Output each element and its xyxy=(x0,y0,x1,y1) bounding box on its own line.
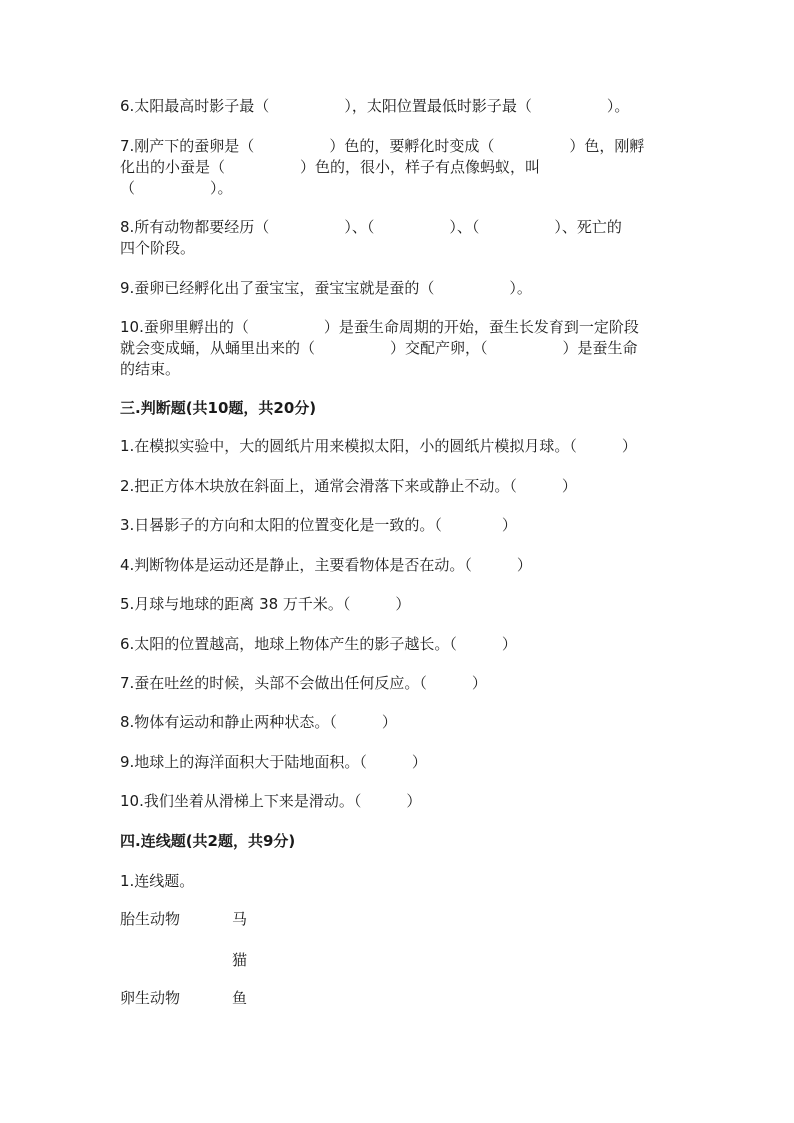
tf-item-6: 6.太阳的位置越高，地球上物体产生的影子越长。（ ） xyxy=(120,635,517,653)
match-right-cat: 猫 xyxy=(232,951,248,969)
match-right-fish: 鱼 xyxy=(232,989,248,1007)
q8-line-1: 8.所有动物都要经历（ ）、（ ）、（ ）、死亡的 xyxy=(120,218,622,236)
tf-item-3: 3.日晷影子的方向和太阳的位置变化是一致的。（ ） xyxy=(120,516,517,534)
q6-line-1: 6.太阳最高时影子最（ ），太阳位置最低时影子最（ ）。 xyxy=(120,97,630,115)
match-left-viviparous: 胎生动物 xyxy=(120,910,181,928)
section4-heading: 四.连线题(共2题，共9分) xyxy=(120,832,296,850)
q10-line-1: 10.蚕卵里孵出的（ ）是蚕生命周期的开始，蚕生长发育到一定阶段 xyxy=(120,318,639,336)
tf-item-2: 2.把正方体木块放在斜面上，通常会滑落下来或静止不动。（ ） xyxy=(120,477,577,495)
section3-heading: 三.判断题(共10题，共20分) xyxy=(120,399,317,417)
match-left-oviparous: 卵生动物 xyxy=(120,989,181,1007)
tf-item-8: 8.物体有运动和静止两种状态。（ ） xyxy=(120,713,397,731)
q7-line-1: 7.刚产下的蚕卵是（ ）色的，要孵化时变成（ ）色，刚孵 xyxy=(120,137,645,155)
q8-line-2: 四个阶段。 xyxy=(120,239,196,257)
match-q1-title: 1.连线题。 xyxy=(120,872,195,890)
tf-item-7: 7.蚕在吐丝的时候，头部不会做出任何反应。（ ） xyxy=(120,674,487,692)
tf-item-4: 4.判断物体是运动还是静止，主要看物体是否在动。（ ） xyxy=(120,556,532,574)
match-right-horse: 马 xyxy=(232,910,248,928)
q10-line-3: 的结束。 xyxy=(120,360,181,378)
q10-line-2: 就会变成蛹，从蛹里出来的（ ）交配产卵，（ ）是蚕生命 xyxy=(120,339,638,357)
tf-item-10: 10.我们坐着从滑梯上下来是滑动。（ ） xyxy=(120,792,422,810)
q7-line-2: 化出的小蚕是（ ）色的，很小，样子有点像蚂蚁，叫 xyxy=(120,158,541,176)
q7-line-3: （ ）。 xyxy=(120,179,233,197)
q9-line-1: 9.蚕卵已经孵化出了蚕宝宝，蚕宝宝就是蚕的（ ）。 xyxy=(120,279,532,297)
tf-item-5: 5.月球与地球的距离 38 万千米。（ ） xyxy=(120,595,411,613)
tf-item-9: 9.地球上的海洋面积大于陆地面积。（ ） xyxy=(120,753,427,771)
tf-item-1: 1.在模拟实验中，大的圆纸片用来模拟太阳，小的圆纸片模拟月球。（ ） xyxy=(120,437,637,455)
